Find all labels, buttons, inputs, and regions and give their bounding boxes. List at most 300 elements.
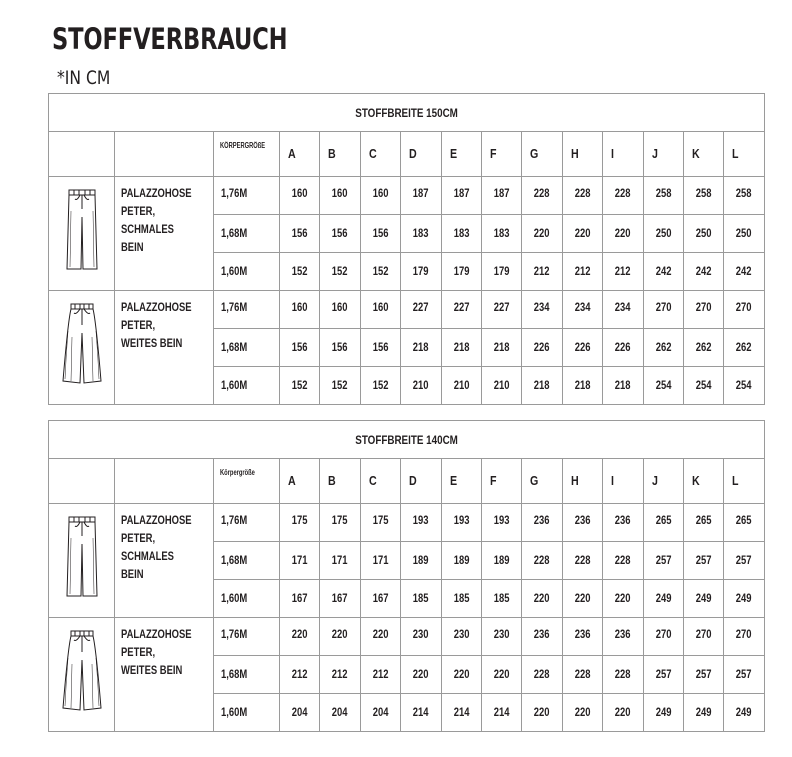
value-cell-b	[320, 694, 360, 732]
value-cell-d-text: 183	[412, 227, 429, 240]
value-cell-l	[724, 177, 764, 215]
fabric-table-140	[48, 420, 765, 732]
body-height-cell-text: 1,76M	[221, 515, 248, 527]
value-cell-i-text: 220	[614, 706, 631, 719]
value-cell-j-text: 254	[655, 379, 672, 392]
value-cell-f-text: 230	[493, 629, 510, 641]
column-header-k	[683, 132, 723, 177]
value-cell-i	[603, 580, 643, 618]
value-cell-f-text: 179	[493, 265, 510, 278]
column-header-l	[724, 459, 764, 504]
pants-narrow-leg-icon	[62, 262, 102, 274]
value-cell-f-text: 187	[493, 188, 510, 200]
column-header-g	[522, 459, 562, 504]
column-header-h	[562, 132, 602, 177]
value-cell-d	[401, 215, 441, 253]
value-cell-e	[441, 329, 481, 367]
value-cell-i	[603, 618, 643, 656]
value-cell-i-text: 226	[614, 341, 631, 354]
column-header-e-text: E	[449, 146, 457, 161]
value-cell-b-text: 204	[332, 706, 348, 719]
value-cell-d	[401, 291, 441, 329]
table-row	[49, 618, 765, 656]
value-cell-d-text: 187	[412, 188, 429, 200]
column-header-c	[360, 459, 400, 504]
value-cell-i	[603, 177, 643, 215]
value-cell-h	[562, 656, 602, 694]
value-cell-h-text: 236	[574, 629, 591, 641]
value-cell-b	[320, 504, 360, 542]
value-cell-a-text: 175	[291, 515, 308, 527]
value-cell-k	[683, 215, 723, 253]
column-header-i-text: I	[611, 146, 615, 161]
value-cell-h-text: 226	[574, 341, 591, 354]
value-cell-c-text: 175	[372, 515, 389, 527]
value-cell-k	[683, 618, 723, 656]
value-cell-f	[481, 580, 521, 618]
value-cell-c-text: 204	[372, 706, 389, 719]
value-cell-i-text: 220	[614, 592, 631, 605]
body-height-cell	[214, 253, 280, 291]
value-cell-k-text: 265	[695, 515, 712, 527]
value-cell-l-text: 257	[736, 554, 752, 567]
value-cell-g	[522, 367, 562, 405]
value-cell-c-text: 152	[372, 379, 389, 392]
value-cell-j-text: 270	[655, 629, 672, 641]
column-header-c-text: C	[368, 146, 377, 161]
body-height-cell-text: 1,60M	[221, 379, 248, 392]
value-cell-k	[683, 504, 723, 542]
value-cell-d-text: 230	[412, 629, 429, 641]
value-cell-e-text: 230	[453, 629, 470, 641]
value-cell-c	[360, 618, 400, 656]
value-cell-j	[643, 580, 683, 618]
value-cell-d-text: 185	[412, 592, 429, 605]
value-cell-c	[360, 177, 400, 215]
value-cell-k	[683, 329, 723, 367]
pants-narrow-leg-icon	[62, 589, 102, 601]
value-cell-d-text: 227	[412, 302, 429, 314]
product-name-line: WEITES BEIN	[121, 338, 183, 350]
column-header-g	[522, 132, 562, 177]
empty-header-cell	[115, 132, 214, 177]
value-cell-a	[280, 367, 320, 405]
value-cell-j	[643, 291, 683, 329]
value-cell-c	[360, 656, 400, 694]
value-cell-l-text: 262	[736, 341, 752, 354]
value-cell-k	[683, 177, 723, 215]
column-header-a	[280, 459, 320, 504]
value-cell-l	[724, 329, 764, 367]
table-header	[49, 421, 765, 459]
value-cell-c	[360, 253, 400, 291]
product-name-line: PALAZZOHOSE	[121, 302, 192, 314]
value-cell-b-text: 152	[332, 379, 348, 392]
value-cell-i	[603, 656, 643, 694]
value-cell-a	[280, 253, 320, 291]
value-cell-d	[401, 694, 441, 732]
value-cell-l	[724, 656, 764, 694]
value-cell-a-text: 204	[291, 706, 308, 719]
value-cell-j	[643, 504, 683, 542]
value-cell-j-text: 249	[655, 592, 672, 605]
value-cell-l-text: 249	[736, 706, 752, 719]
value-cell-f-text: 214	[493, 706, 510, 719]
body-height-cell-text: 1,60M	[221, 706, 248, 719]
value-cell-c-text: 160	[372, 302, 389, 314]
value-cell-a-text: 160	[291, 302, 308, 314]
body-height-cell	[214, 329, 280, 367]
value-cell-e-text: 210	[453, 379, 470, 392]
value-cell-a-text: 171	[291, 554, 308, 567]
value-cell-e-text: 193	[453, 515, 470, 527]
value-cell-b	[320, 542, 360, 580]
value-cell-g-text: 236	[534, 629, 550, 641]
value-cell-d	[401, 367, 441, 405]
value-cell-d	[401, 542, 441, 580]
value-cell-h	[562, 215, 602, 253]
product-name	[115, 618, 214, 732]
value-cell-h	[562, 504, 602, 542]
product-name	[115, 291, 214, 405]
column-header-g-text: G	[530, 146, 539, 161]
column-header-b-text: B	[328, 473, 337, 488]
value-cell-e	[441, 656, 481, 694]
value-cell-k-text: 249	[695, 706, 712, 719]
value-cell-l	[724, 291, 764, 329]
product-name-line: PETER,	[121, 647, 156, 659]
value-cell-l-text: 249	[736, 592, 752, 605]
table-header	[49, 94, 765, 132]
value-cell-a-text: 152	[291, 379, 308, 392]
value-cell-j	[643, 215, 683, 253]
size-column-header	[214, 459, 280, 504]
value-cell-g	[522, 656, 562, 694]
column-header-e	[441, 459, 481, 504]
value-cell-h	[562, 694, 602, 732]
product-name-line: PALAZZOHOSE	[121, 188, 192, 200]
value-cell-a	[280, 329, 320, 367]
value-cell-b	[320, 215, 360, 253]
product-name-line: PETER, SCHMALES	[121, 206, 174, 236]
value-cell-c	[360, 215, 400, 253]
body-height-cell-text: 1,68M	[221, 227, 248, 240]
value-cell-l-text: 270	[736, 629, 752, 641]
value-cell-g-text: 228	[534, 188, 550, 200]
value-cell-i-text: 236	[614, 629, 631, 641]
value-cell-d	[401, 504, 441, 542]
value-cell-c-text: 160	[372, 188, 389, 200]
value-cell-h	[562, 253, 602, 291]
column-header-l	[724, 132, 764, 177]
value-cell-d	[401, 580, 441, 618]
value-cell-e-text: 183	[453, 227, 470, 240]
value-cell-j	[643, 542, 683, 580]
value-cell-e-text: 227	[453, 302, 470, 314]
value-cell-j-text: 249	[655, 706, 672, 719]
value-cell-i	[603, 367, 643, 405]
product-name	[115, 504, 214, 618]
table-header-row	[49, 94, 765, 132]
column-header-k-text: K	[691, 473, 700, 488]
value-cell-d-text: 218	[412, 341, 429, 354]
value-cell-j-text: 270	[655, 302, 672, 314]
value-cell-g-text: 226	[534, 341, 550, 354]
body-height-cell-text: 1,76M	[221, 302, 248, 314]
value-cell-k	[683, 291, 723, 329]
value-cell-i-text: 228	[614, 188, 631, 200]
column-header-d	[401, 132, 441, 177]
garment-illustration-cell	[49, 618, 115, 732]
body-height-cell	[214, 504, 280, 542]
value-cell-c	[360, 694, 400, 732]
value-cell-h-text: 220	[574, 592, 591, 605]
value-cell-k	[683, 656, 723, 694]
product-name-line: PETER, SCHMALES	[121, 533, 174, 563]
value-cell-l-text: 250	[736, 227, 752, 240]
value-cell-g	[522, 618, 562, 656]
column-header-g-text: G	[530, 473, 539, 488]
value-cell-b-text: 175	[332, 515, 348, 527]
value-cell-i-text: 228	[614, 554, 631, 567]
body-height-cell	[214, 580, 280, 618]
column-header-e-text: E	[449, 473, 457, 488]
body-height-cell	[214, 694, 280, 732]
value-cell-h-text: 234	[574, 302, 591, 314]
product-name-line: WEITES BEIN	[121, 665, 183, 677]
value-cell-l	[724, 580, 764, 618]
value-cell-f-text: 220	[493, 668, 510, 681]
value-cell-a-text: 156	[291, 341, 308, 354]
value-cell-k-text: 262	[695, 341, 712, 354]
body-height-cell	[214, 542, 280, 580]
value-cell-l-text: 265	[736, 515, 752, 527]
value-cell-h-text: 218	[574, 379, 591, 392]
value-cell-k	[683, 542, 723, 580]
value-cell-b-text: 156	[332, 227, 348, 240]
value-cell-l	[724, 367, 764, 405]
value-cell-g	[522, 177, 562, 215]
body-height-cell-text: 1,76M	[221, 629, 248, 641]
value-cell-e-text: 189	[453, 554, 470, 567]
value-cell-k-text: 250	[695, 227, 712, 240]
column-header-h	[562, 459, 602, 504]
value-cell-d	[401, 656, 441, 694]
value-cell-f	[481, 504, 521, 542]
value-cell-b-text: 171	[332, 554, 348, 567]
value-cell-g-text: 228	[534, 554, 550, 567]
value-cell-i	[603, 504, 643, 542]
value-cell-f	[481, 177, 521, 215]
garment-illustration-cell	[49, 504, 115, 618]
value-cell-i	[603, 694, 643, 732]
value-cell-f-text: 183	[493, 227, 510, 240]
value-cell-b	[320, 329, 360, 367]
column-header-b-text: B	[328, 146, 337, 161]
value-cell-b-text: 212	[332, 668, 348, 681]
value-cell-e-text: 187	[453, 188, 470, 200]
value-cell-k-text: 242	[695, 265, 712, 278]
column-header-c-text: C	[368, 473, 377, 488]
value-cell-d-text: 189	[412, 554, 429, 567]
value-cell-i	[603, 542, 643, 580]
value-cell-h	[562, 177, 602, 215]
value-cell-h	[562, 580, 602, 618]
value-cell-g	[522, 542, 562, 580]
value-cell-a	[280, 656, 320, 694]
column-header-d-text: D	[409, 146, 417, 161]
product-name-line: BEIN	[121, 242, 144, 254]
value-cell-i-text: 234	[614, 302, 631, 314]
value-cell-g	[522, 504, 562, 542]
value-cell-g	[522, 291, 562, 329]
value-cell-b	[320, 618, 360, 656]
column-header-a-text: A	[288, 146, 296, 161]
value-cell-h	[562, 542, 602, 580]
size-column-header-text: KÖRPERGRÖßE	[220, 141, 266, 150]
empty-header-cell	[115, 459, 214, 504]
value-cell-l	[724, 504, 764, 542]
value-cell-f-text: 210	[493, 379, 510, 392]
value-cell-c	[360, 329, 400, 367]
value-cell-b-text: 220	[332, 629, 348, 641]
value-cell-i	[603, 215, 643, 253]
value-cell-a	[280, 291, 320, 329]
value-cell-b-text: 156	[332, 341, 348, 354]
value-cell-k-text: 249	[695, 592, 712, 605]
value-cell-a-text: 212	[291, 668, 308, 681]
value-cell-f-text: 193	[493, 515, 510, 527]
value-cell-i-text: 218	[614, 379, 631, 392]
value-cell-f	[481, 253, 521, 291]
value-cell-a	[280, 177, 320, 215]
value-cell-b-text: 160	[332, 302, 348, 314]
value-cell-d	[401, 253, 441, 291]
value-cell-f	[481, 215, 521, 253]
value-cell-e	[441, 504, 481, 542]
value-cell-j	[643, 177, 683, 215]
value-cell-g-text: 212	[534, 265, 550, 278]
value-cell-k-text: 270	[695, 629, 712, 641]
value-cell-k-text: 257	[695, 668, 712, 681]
value-cell-c	[360, 291, 400, 329]
value-cell-b-text: 167	[332, 592, 348, 605]
value-cell-l	[724, 694, 764, 732]
value-cell-e	[441, 367, 481, 405]
value-cell-b	[320, 656, 360, 694]
value-cell-b	[320, 580, 360, 618]
value-cell-g	[522, 253, 562, 291]
value-cell-i-text: 236	[614, 515, 631, 527]
empty-header-cell	[49, 459, 115, 504]
value-cell-d-text: 220	[412, 668, 429, 681]
value-cell-j	[643, 329, 683, 367]
value-cell-h-text: 228	[574, 188, 591, 200]
value-cell-a	[280, 215, 320, 253]
column-header-k-text: K	[691, 146, 700, 161]
value-cell-f	[481, 291, 521, 329]
pants-wide-leg-icon	[60, 376, 104, 388]
value-cell-j-text: 250	[655, 227, 672, 240]
value-cell-g	[522, 215, 562, 253]
garment-illustration-cell	[49, 177, 115, 291]
value-cell-h-text: 220	[574, 706, 591, 719]
body-height-cell	[214, 177, 280, 215]
value-cell-d-text: 193	[412, 515, 429, 527]
value-cell-e	[441, 253, 481, 291]
value-cell-f-text: 189	[493, 554, 510, 567]
table-row	[49, 291, 765, 329]
body-height-cell	[214, 618, 280, 656]
value-cell-h	[562, 291, 602, 329]
value-cell-e	[441, 618, 481, 656]
value-cell-f-text: 185	[493, 592, 510, 605]
value-cell-d-text: 179	[412, 265, 429, 278]
column-header-b	[320, 132, 360, 177]
column-header-j-text: J	[651, 473, 658, 488]
product-name-line: PETER,	[121, 320, 156, 332]
value-cell-c-text: 171	[372, 554, 389, 567]
value-cell-i-text: 220	[614, 227, 631, 240]
value-cell-g-text: 220	[534, 227, 550, 240]
value-cell-f	[481, 618, 521, 656]
value-cell-e	[441, 291, 481, 329]
value-cell-i-text: 228	[614, 668, 631, 681]
value-cell-k	[683, 694, 723, 732]
value-cell-j	[643, 618, 683, 656]
value-cell-j	[643, 367, 683, 405]
value-cell-k-text: 270	[695, 302, 712, 314]
value-cell-h-text: 236	[574, 515, 591, 527]
value-cell-l	[724, 542, 764, 580]
column-header-k	[683, 459, 723, 504]
size-column-header-text: Körpergröße	[220, 468, 255, 477]
value-cell-i	[603, 291, 643, 329]
value-cell-c-text: 167	[372, 592, 389, 605]
value-cell-h-text: 228	[574, 668, 591, 681]
body-height-cell-text: 1,68M	[221, 554, 248, 567]
value-cell-h-text: 228	[574, 554, 591, 567]
body-height-cell-text: 1,60M	[221, 592, 248, 605]
value-cell-b-text: 152	[332, 265, 348, 278]
column-header-j-text: J	[651, 146, 658, 161]
body-height-cell-text: 1,60M	[221, 265, 248, 278]
value-cell-a	[280, 504, 320, 542]
table-row	[49, 504, 765, 542]
value-cell-b	[320, 177, 360, 215]
page-subtitle: *IN CM	[57, 67, 111, 89]
table-row	[49, 177, 765, 215]
column-header-a	[280, 132, 320, 177]
value-cell-g-text: 220	[534, 592, 550, 605]
value-cell-e	[441, 580, 481, 618]
value-cell-e	[441, 694, 481, 732]
value-cell-g	[522, 694, 562, 732]
column-header-i	[603, 132, 643, 177]
column-header-f	[481, 132, 521, 177]
column-header-l-text: L	[732, 146, 739, 161]
value-cell-a	[280, 694, 320, 732]
body-height-cell-text: 1,68M	[221, 668, 248, 681]
value-cell-g-text: 220	[534, 706, 550, 719]
value-cell-c-text: 152	[372, 265, 389, 278]
value-cell-c-text: 220	[372, 629, 389, 641]
value-cell-c	[360, 367, 400, 405]
page-title: STOFFVERBRAUCH	[52, 22, 288, 56]
value-cell-j-text: 262	[655, 341, 672, 354]
value-cell-c-text: 156	[372, 341, 389, 354]
column-header-i	[603, 459, 643, 504]
